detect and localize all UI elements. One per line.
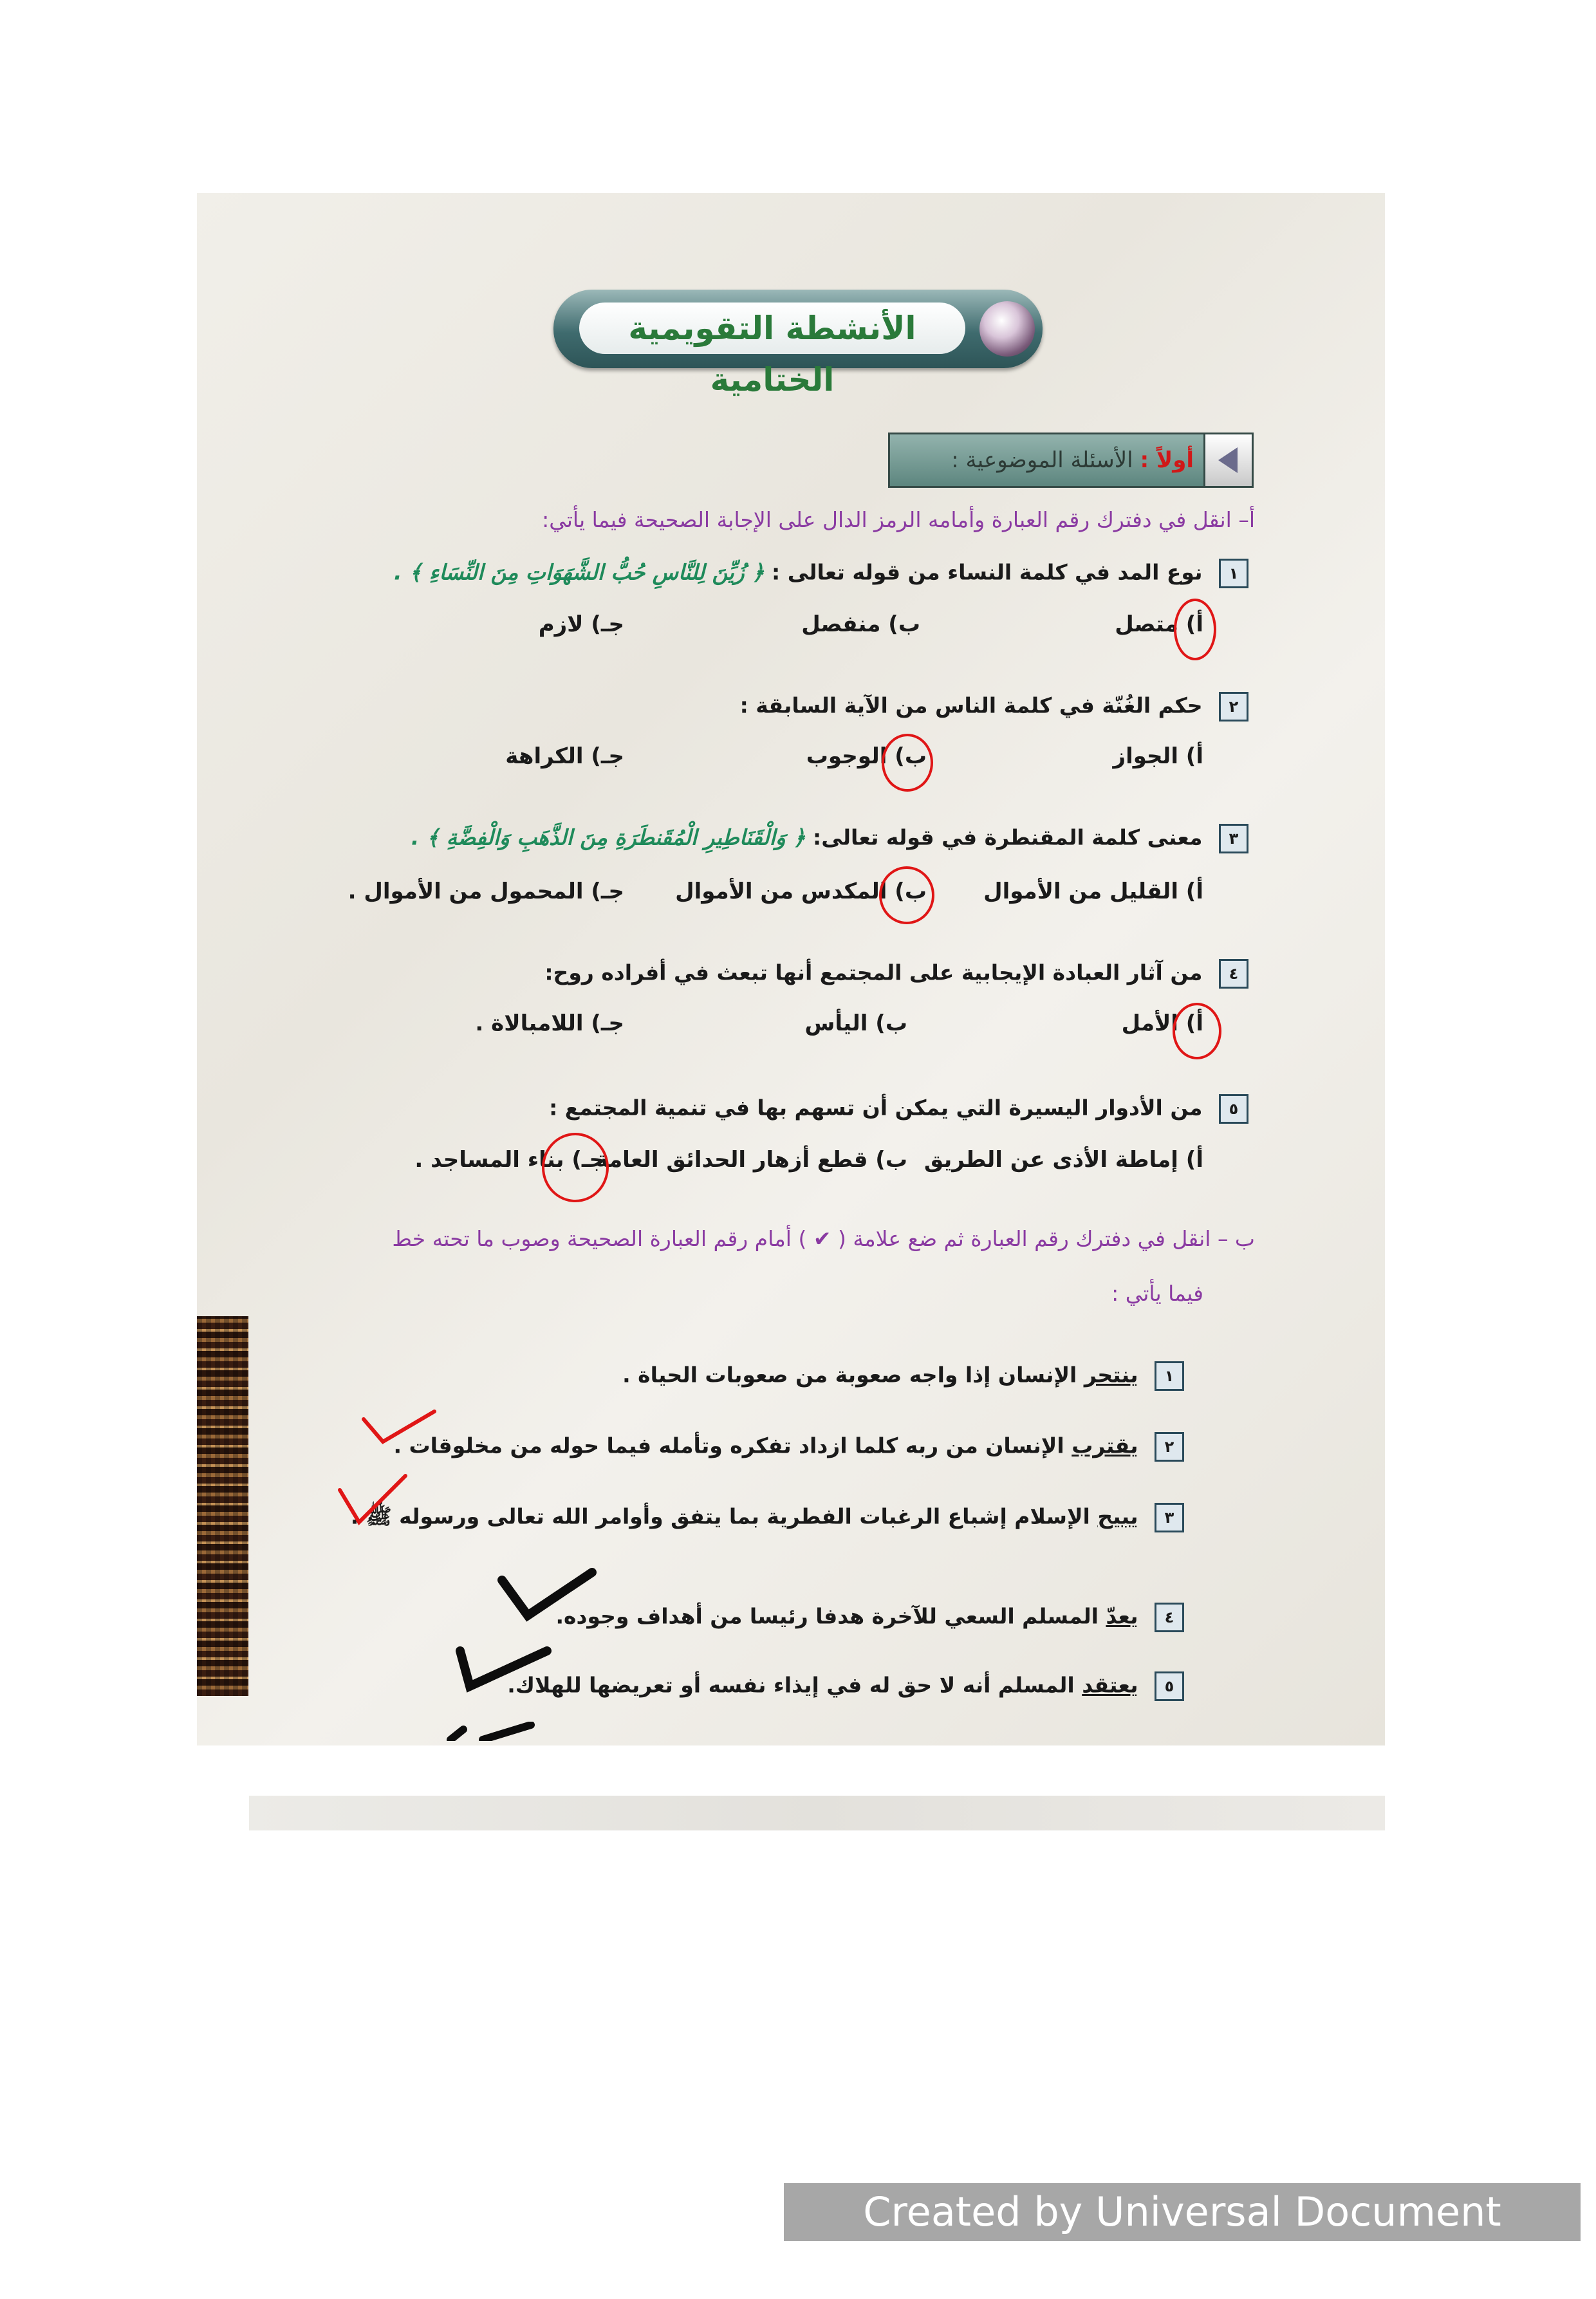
- answer-circle: [542, 1133, 609, 1202]
- part-b-instruction: ب – انقل في دفترك رقم العبارة ثم ضع علامة ( ✔ ) أمام رقم العبارة الصحيحة وصوب ما تحته خط: [392, 1226, 1255, 1251]
- statement-text: الإنسان إذا واجه صعوبة من صعوبات الحياة .: [622, 1362, 1077, 1388]
- decorative-border: [197, 1316, 248, 1696]
- question-number: ٤: [1219, 959, 1248, 989]
- statement-text: المسلم أنه لا حق له في إيذاء نفسه أو تعريضها للهلاك.: [507, 1672, 1075, 1698]
- option: جـ) اللامبالاة .: [475, 1010, 624, 1036]
- statement-text: المسلم السعي للآخرة هدفا رئيسا من أهداف وجوده.: [555, 1603, 1099, 1629]
- question-1: [394, 559, 1248, 588]
- option: أ) متصل: [1115, 611, 1203, 637]
- underlined-word: يعدّ: [1106, 1603, 1138, 1629]
- statement-4: [555, 1603, 1184, 1632]
- check-mark-icon: [335, 1471, 412, 1529]
- quran-quote: ﴿ زُيِّنَ لِلنَّاسِ حُبُّ الشَّهَوَاتِ مِنَ النِّسَاءِ ﴾ .: [393, 559, 765, 585]
- question-3: [411, 824, 1248, 853]
- underlined-word: يقترب: [1072, 1433, 1138, 1458]
- question-number: ٣: [1219, 824, 1248, 853]
- answer-circle: [882, 734, 933, 792]
- option: جـ) لازم: [538, 611, 624, 637]
- check-mark-icon: [450, 1641, 553, 1696]
- option: ب) اليأس: [804, 1010, 907, 1036]
- part-a-instruction: أ– انقل في دفترك رقم العبارة وأمامه الرمز الدال على الإجابة الصحيحة فيما يأتي:: [542, 507, 1255, 532]
- statement-number: ٣: [1155, 1503, 1184, 1532]
- question-text: نوع المد في كلمة النساء من قوله تعالى :: [772, 559, 1203, 585]
- watermark-text: Created by Universal Document Converter: [863, 2188, 1501, 2293]
- section-heading: [888, 433, 1254, 488]
- part-b-instruction-cont: فيما يأتي :: [1111, 1281, 1203, 1306]
- question-number: ٥: [1219, 1094, 1248, 1124]
- option: ب) قطع أزهار الحدائق العامة: [595, 1147, 907, 1173]
- underlined-word: ينتحر: [1084, 1362, 1138, 1388]
- statement-number: ٥: [1155, 1671, 1184, 1701]
- question-text: من آثار العبادة الإيجابية على المجتمع أنها تبعث في أفراده روح:: [544, 960, 1203, 985]
- statement-text: الإسلام إشباع الرغبات الفطرية بما يتفق وأوامر الله تعالى ورسوله ﷺ .: [350, 1503, 1090, 1529]
- option: ب) المكدس من الأموال: [675, 879, 927, 904]
- statement-3: [351, 1503, 1184, 1535]
- option: جـ) المحمول من الأموال .: [348, 879, 624, 904]
- statement-number: ١: [1155, 1361, 1184, 1391]
- statement-number: ٢: [1155, 1432, 1184, 1462]
- underlined-word: يعتقد: [1082, 1672, 1138, 1698]
- question-4: [544, 959, 1248, 989]
- question-text: حكم الغُنّة في كلمة الناس من الآية السابقة :: [739, 693, 1203, 718]
- option: ب) الوجوب: [806, 743, 927, 769]
- option: أ) الأمل: [1121, 1010, 1203, 1036]
- section-prefix: أولاً :: [1140, 447, 1194, 473]
- statement-2: [393, 1432, 1184, 1462]
- option: أ) الجواز: [1113, 743, 1203, 769]
- option: أ) إماطة الأذى عن الطريق: [923, 1147, 1203, 1173]
- section-heading-text: [951, 434, 1194, 486]
- page-fragment: [249, 1796, 1385, 1830]
- statement-number: ٤: [1155, 1603, 1184, 1632]
- question-text: معنى كلمة المقنطرة في قوله تعالى:: [813, 824, 1203, 850]
- question-number: ٢: [1219, 692, 1248, 721]
- question-2: [740, 692, 1248, 721]
- option: جـ) الكراهة: [505, 743, 624, 769]
- arrow-left-icon: [1203, 434, 1252, 486]
- statement-1: [622, 1361, 1184, 1391]
- answer-circle: [1174, 599, 1216, 660]
- statement-text: الإنسان من ربه كلما ازداد تفكره وتأمله فيما حوله من مخلوقات .: [393, 1433, 1064, 1458]
- question-5: [549, 1094, 1248, 1124]
- option: ب) منفصل: [801, 611, 920, 637]
- answer-circle: [879, 866, 934, 924]
- page-title: الأنشطة التقويمية الختامية: [628, 310, 916, 398]
- banner-knob-icon: [979, 301, 1035, 357]
- answer-circle: [1173, 1003, 1221, 1059]
- option: جـ) بناء المساجد .: [414, 1147, 605, 1173]
- check-mark-icon: [357, 1406, 441, 1451]
- title-inner: [579, 302, 965, 398]
- underlined-word: يبيح: [1097, 1503, 1138, 1529]
- converter-watermark: [784, 2183, 1581, 2293]
- question-text: من الأدوار اليسيرة التي يمكن أن تسهم بها في تنمية المجتمع :: [549, 1095, 1203, 1121]
- option: أ) القليل من الأموال: [983, 879, 1203, 904]
- check-mark-icon: [444, 1722, 541, 1741]
- check-mark-icon: [496, 1567, 598, 1625]
- quran-quote: ﴿ وَالْقَنَاطِيرِ الْمُقَنطَرَةِ مِنَ الذَّهَبِ وَالْفِضَّةِ ﴾ .: [411, 824, 806, 850]
- title-banner: [553, 290, 1043, 398]
- statement-5: [507, 1671, 1184, 1701]
- question-number: ١: [1219, 559, 1248, 588]
- section-label: الأسئلة الموضوعية :: [951, 447, 1133, 473]
